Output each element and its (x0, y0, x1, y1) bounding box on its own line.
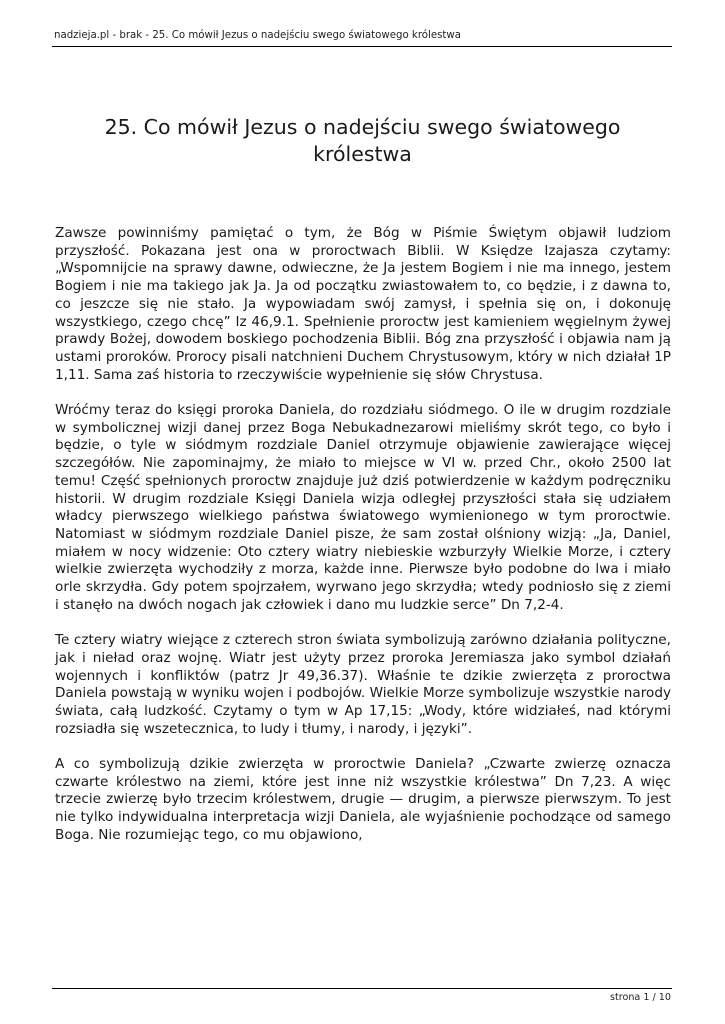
header-divider (52, 46, 672, 47)
paragraph: Te cztery wiatry wiejące z czterech stron świata symbolizują zarówno działania polityczne, jak i nieład oraz wojnę. Wiatr jest użyty przez proroka Jeremiasza jako symbol działań wojennych i konfliktów (patrz Jr 49,36.37). Właśnie te dzikie zwierzęta z proroctwa Daniela powstają w wyniku wojen i podbojów. Wielkie Morze symbolizuje wszystkie narody świata, całą ludzkość. Czytamy o tym w Ap 17,15: „Wody, które widziałeś, nad którymi rozsiadła się wszetecznica, to ludy i tłumy, i narody, i języki”. (55, 632, 671, 737)
page-number: strona 1 / 10 (609, 992, 671, 1003)
paragraph: Wróćmy teraz do księgi proroka Daniela, do rozdziału siódmego. O ile w drugim rozdziale w symbolicznej wizji danej przez Boga Nebukadnezarowi mieliśmy skrót tego, co było i będzie, o tyle w siódmym rozdziale Daniel otrzymuje objawienie zawierające więcej szczegółów. Nie zapominajmy, że miało to miejsce w VI w. przed Chr., około 2500 lat temu! Część spełnionych proroctw znajduje już dziś potwierdzenie w każdym podręczniku historii. W drugim rozdziale Księgi Daniela wizja odległej przyszłości stała się udziałem władcy pierwszego wielkiego państwa światowego wymienionego w tym proroctwie. Natomiast w siódmym rozdziale Daniel pisze, że sam został olśniony wizją: „Ja, Daniel, miałem w nocy widzenie: Oto cztery wiatry niebieskie wzburzyły Wielkie Morze, i cztery wielkie zwierzęta wychodziły z morza, każde inne. Pierwsze było podobne do lwa i miało orle skrzydła. Gdy potem spojrzałem, wyrwano jego skrzydła; wtedy podniosło się z ziemi i stanęło na dwóch nogach jak człowiek i dano mu ludzkie serce” Dn 7,2-4. (55, 402, 671, 613)
paragraph: Zawsze powinniśmy pamiętać o tym, że Bóg w Piśmie Świętym objawił ludziom przyszłość. Pokazana jest ona w proroctwach Biblii. W Księdze Izajasza czytamy: „Wspomnijcie na sprawy dawne, odwieczne, że Ja jestem Bogiem i nie ma innego, jestem Bogiem i nie ma takiego jak Ja. Ja od początku zwiastowałem to, co będzie, i z dawna to, co jeszcze się nie stało. Ja wypowiadam swój zamysł, i spełnia się on, i dokonuję wszystkiego, czego chcę” Iz 46,9.1. Spełnienie proroctw jest kamieniem węgielnym żywej prawdy Bożej, dowodem boskiego pochodzenia Biblii. Bóg zna przyszłość i objawia nam ją ustami proroków. Prorocy pisali natchnieni Duchem Chrystusowym, który w nich działał 1P 1,11. Sama zaś historia to rzeczywiście wypełnienie się słów Chrystusa. (55, 225, 671, 383)
document-body (55, 225, 671, 862)
footer-divider (52, 988, 672, 989)
paragraph: A co symbolizują dzikie zwierzęta w proroctwie Daniela? „Czwarte zwierzę oznacza czwarte królestwo na ziemi, które jest inne niż wszystkie królestwa” Dn 7,23. A więc trzecie zwierzę było trzecim królestwem, drugie — drugim, a pierwsze pierwszym. To jest nie tylko indywidualna interpretacja wizji Daniela, ale wyjaśnienie pochodzące od samego Boga. Nie rozumiejąc tego, co mu objawiono, (55, 756, 671, 843)
document-title: 25. Co mówił Jezus o nadejściu swego światowego królestwa (104, 115, 621, 166)
page-header: nadzieja.pl - brak - 25. Co mówił Jezus o nadejściu swego światowego królestwa (54, 30, 461, 41)
